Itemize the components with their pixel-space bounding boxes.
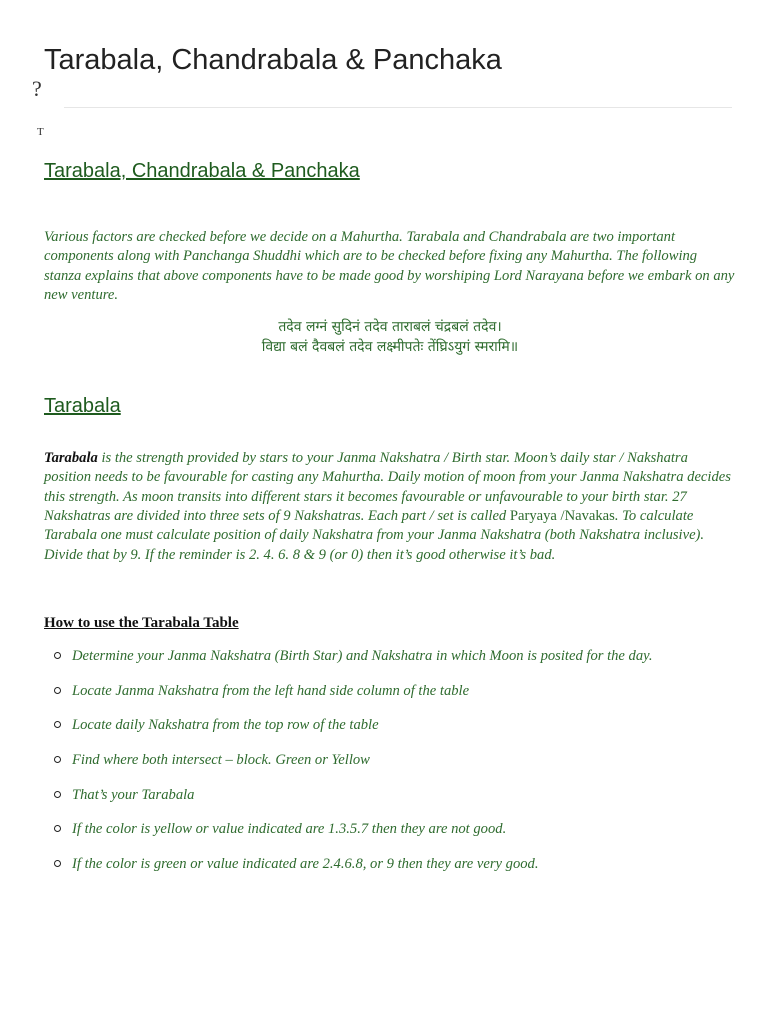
- shloka-line-1: तदेव लग्नं सुदिनं तदेव ताराबलं चंद्रबलं तदेव।: [278, 319, 502, 336]
- circle-bullet-icon: [54, 791, 61, 798]
- sanskrit-shloka: [44, 317, 736, 357]
- article-content: [44, 160, 736, 889]
- shloka-line-2: विद्या बलं दैवबलं तदेव लक्ष्मीपतेः तेंघ्रिऽयुगं स्मरामि॥: [261, 339, 519, 356]
- list-item: [44, 785, 736, 820]
- intro-paragraph: Various factors are checked before we decide on a Mahurtha. Tarabala and Chandrabala are two important components along with Panchanga Shuddhi which are to be checked before fixing any Mahurtha. The following stanza explains that above components have to be made good by worshiping Lord Narayana before we embark on any new venture.: [44, 229, 735, 303]
- step-text: If the color is yellow or value indicated are 1.3.5.7 then they are not good.: [72, 821, 507, 838]
- step-text: Determine your Janma Nakshatra (Birth Star) and Nakshatra in which Moon is posited for the day.: [72, 647, 653, 664]
- edge-small-letter: T: [37, 126, 44, 138]
- circle-bullet-icon: [54, 721, 61, 728]
- circle-bullet-icon: [54, 860, 61, 867]
- step-text: Locate Janma Nakshatra from the left hand side column of the table: [72, 682, 470, 699]
- step-text: Find where both intersect – block. Green or Yellow: [72, 752, 370, 769]
- tarabala-text-part1: is the strength provided by stars to your Janma Nakshatra / Birth star. Moon’s daily star / Nakshatra position needs to be favourable for casting any Mahurtha. Daily motion of moon from your Janma Nakshatra decides this strength. As moon transits into different stars it becomes favourable or unfavourable to your birth star. 27 Nakshatras are divided into three sets of 9 Nakshatras. Each part / set is called: [44, 450, 731, 525]
- paryaya-term: Paryaya /Navakas: [509, 508, 615, 525]
- step-text: That’s your Tarabala: [72, 786, 195, 803]
- tarabala-heading-row: [44, 395, 736, 425]
- tarabala-text-part2: . To calculate Tarabala one must calculate position of daily Nakshatra from your Janma Nakshatra (both Nakshatra inclusive). Divide that by 9. If the reminder is 2. 4. 6. 8 & 9 (or 0) then it’s good otherwise it’s bad.: [44, 508, 705, 563]
- list-item: [44, 715, 736, 750]
- tarabala-heading-link[interactable]: Tarabala: [44, 395, 121, 418]
- article-heading-row: [44, 160, 736, 190]
- circle-bullet-icon: [54, 756, 61, 763]
- article-heading-link[interactable]: Tarabala, Chandrabala & Panchaka: [44, 160, 360, 182]
- list-item: [44, 681, 736, 716]
- circle-bullet-icon: [54, 687, 61, 694]
- list-item: [44, 819, 736, 854]
- edge-glyph: ?: [32, 76, 42, 101]
- howto-steps-list: [44, 646, 736, 889]
- tarabala-term: Tarabala: [44, 450, 98, 467]
- step-text: Locate daily Nakshatra from the top row of the table: [72, 717, 379, 734]
- howto-heading: How to use the Tarabala Table: [44, 614, 239, 631]
- step-text: If the color is green or value indicated are 2.4.6.8, or 9 then they are very good.: [72, 856, 539, 873]
- list-item: [44, 854, 736, 889]
- tarabala-paragraph: [44, 449, 736, 565]
- circle-bullet-icon: [54, 652, 61, 659]
- page-title: Tarabala, Chandrabala & Panchaka: [44, 44, 502, 76]
- list-item: [44, 646, 736, 681]
- title-divider: [64, 107, 732, 108]
- list-item: [44, 750, 736, 785]
- circle-bullet-icon: [54, 825, 61, 832]
